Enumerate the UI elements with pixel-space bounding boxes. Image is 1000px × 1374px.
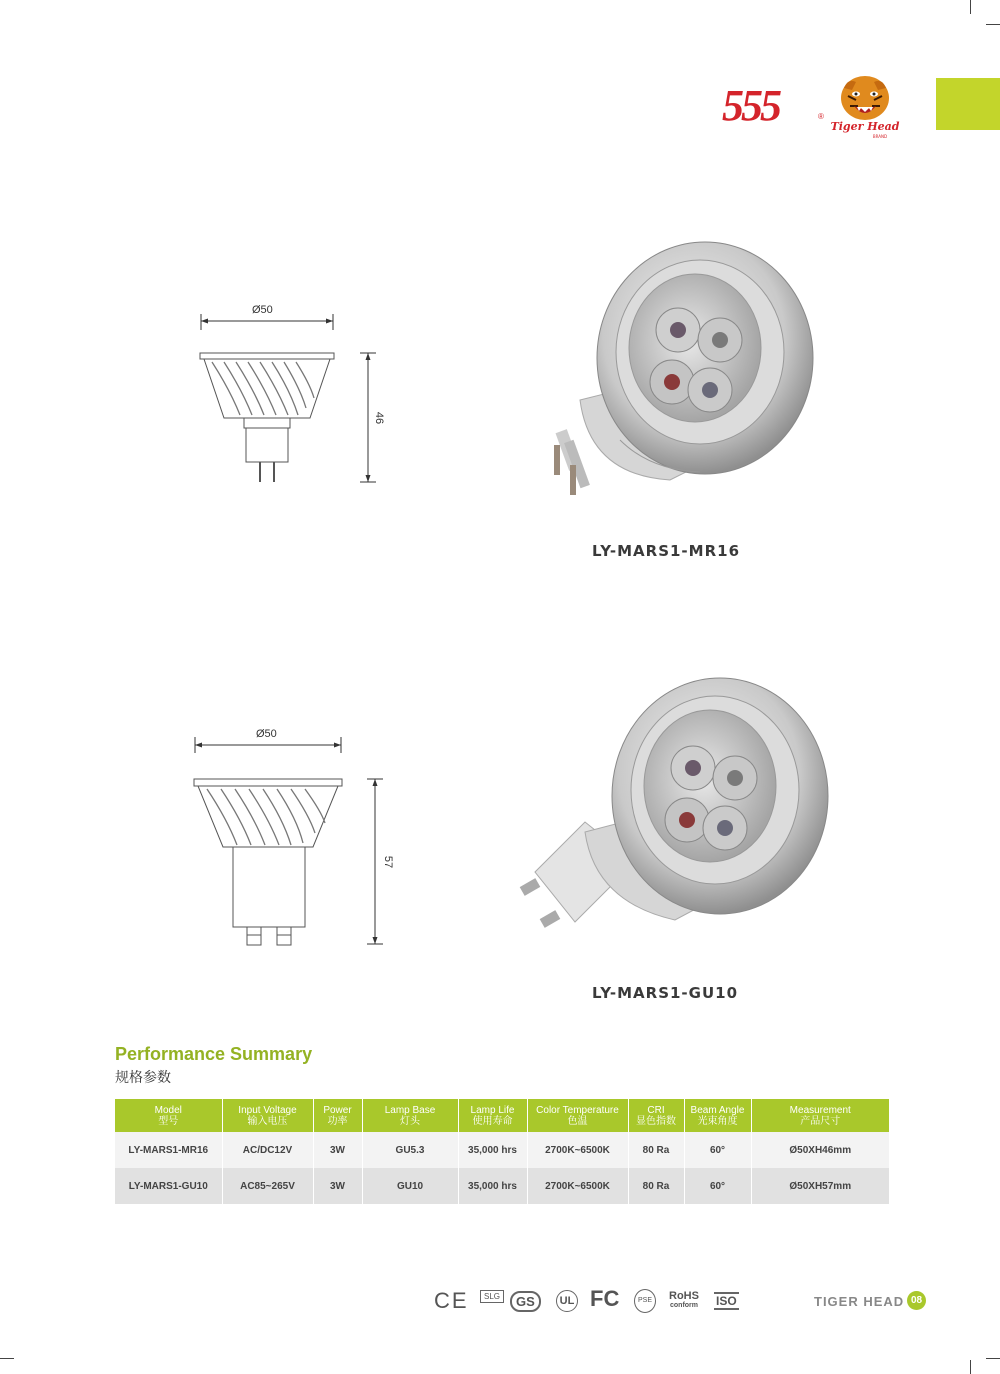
table-row bbox=[115, 1132, 889, 1168]
col-header: Measurement 产品尺寸 bbox=[751, 1099, 889, 1132]
table-cell: 80 Ra bbox=[628, 1168, 684, 1204]
col-header: Input Voltage 输入电压 bbox=[222, 1099, 313, 1132]
table-cell: LY-MARS1-GU10 bbox=[115, 1168, 222, 1204]
rohs-mark-icon: RoHS bbox=[669, 1290, 699, 1302]
pse-mark-icon: PSE bbox=[634, 1289, 656, 1313]
mr16-dimension-drawing bbox=[190, 300, 390, 490]
crop-mark bbox=[970, 1360, 971, 1374]
table-cell: Ø50XH57mm bbox=[751, 1168, 889, 1204]
table-cell: 3W bbox=[313, 1132, 362, 1168]
footer-brand: TIGER HEAD bbox=[814, 1294, 905, 1309]
table-row bbox=[115, 1168, 889, 1204]
table-cell: 35,000 hrs bbox=[458, 1168, 527, 1204]
table-cell: AC/DC12V bbox=[222, 1132, 313, 1168]
rohs-conform-label: conform bbox=[670, 1302, 698, 1309]
gu10-height-label: 57 bbox=[382, 855, 395, 869]
table-cell: 60° bbox=[684, 1132, 751, 1168]
col-header: Lamp Life 使用寿命 bbox=[458, 1099, 527, 1132]
registered-mark: ® bbox=[818, 112, 824, 121]
gu10-lamp-image bbox=[515, 672, 835, 942]
mr16-height-label: 46 bbox=[373, 411, 386, 425]
spec-table bbox=[115, 1099, 889, 1204]
mr16-model-label: LY-MARS1-MR16 bbox=[592, 542, 741, 560]
table-cell: 2700K~6500K bbox=[527, 1132, 628, 1168]
gu10-model-label: LY-MARS1-GU10 bbox=[592, 984, 739, 1002]
ul-mark-icon: UL bbox=[556, 1290, 578, 1312]
table-cell: 60° bbox=[684, 1168, 751, 1204]
performance-subtitle: 规格参数 bbox=[115, 1069, 171, 1085]
crop-mark bbox=[0, 1358, 14, 1359]
gs-mark-icon: GS bbox=[510, 1291, 541, 1312]
brand-name: Tiger Head bbox=[830, 120, 900, 133]
brand-sub: BRAND bbox=[872, 134, 888, 139]
mr16-lamp-image bbox=[550, 240, 820, 500]
col-header: Model 型号 bbox=[115, 1099, 222, 1132]
col-header: Lamp Base 灯头 bbox=[362, 1099, 458, 1132]
table-cell: GU10 bbox=[362, 1168, 458, 1204]
crop-mark bbox=[986, 24, 1000, 25]
table-cell: 35,000 hrs bbox=[458, 1132, 527, 1168]
col-header: Power 功率 bbox=[313, 1099, 362, 1132]
col-header: Beam Angle 光束角度 bbox=[684, 1099, 751, 1132]
fc-mark-icon: FC bbox=[590, 1286, 620, 1311]
gu10-diameter-label: Ø50 bbox=[256, 728, 277, 740]
crop-mark bbox=[970, 0, 971, 14]
table-cell: 80 Ra bbox=[628, 1132, 684, 1168]
col-header: CRI 显色指数 bbox=[628, 1099, 684, 1132]
table-cell: Ø50XH46mm bbox=[751, 1132, 889, 1168]
performance-title: Performance Summary bbox=[115, 1044, 313, 1064]
table-cell: 2700K~6500K bbox=[527, 1168, 628, 1204]
ce-mark-icon: CE bbox=[434, 1288, 469, 1313]
page-number: 08 bbox=[907, 1291, 926, 1310]
slg-mark-icon: SLG bbox=[480, 1290, 504, 1303]
table-cell: AC85~265V bbox=[222, 1168, 313, 1204]
tiger-head-logo-icon bbox=[830, 74, 900, 140]
gu10-dimension-drawing bbox=[185, 725, 395, 955]
mr16-diameter-label: Ø50 bbox=[252, 304, 273, 316]
header-accent-tab bbox=[936, 78, 1000, 130]
crop-mark bbox=[986, 1358, 1000, 1359]
table-cell: GU5.3 bbox=[362, 1132, 458, 1168]
iso-mark-icon: ISO bbox=[716, 1294, 737, 1308]
table-cell: 3W bbox=[313, 1168, 362, 1204]
spec-table-header bbox=[115, 1099, 889, 1132]
table-cell: LY-MARS1-MR16 bbox=[115, 1132, 222, 1168]
col-header: Color Temperature 色温 bbox=[527, 1099, 628, 1132]
brand-number: 555 bbox=[722, 81, 779, 130]
